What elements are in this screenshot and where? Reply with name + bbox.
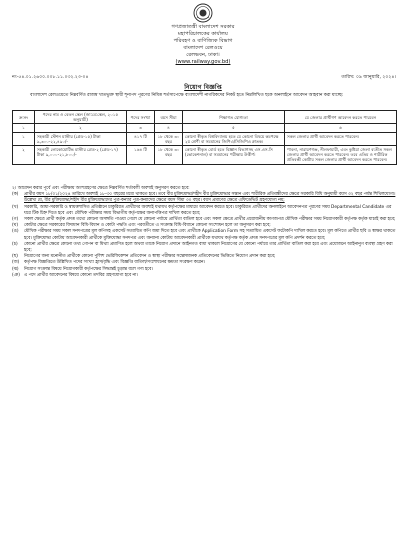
cell-serial: ২ — [13, 146, 35, 165]
condition-item — [12, 273, 396, 279]
cell-post: সহকারী লোকোমোটিভ মাস্টার গ্রেড-২ (গ্রেড-১৭) টাকা ৯,০০০-২১,৮০০/- — [35, 146, 127, 165]
notice-title: নিয়োগ বিজ্ঞপ্তি — [184, 84, 222, 91]
table-header: বয়স সীমা — [155, 111, 183, 124]
condition-text: সরকারি, আধা-সরকারি ও স্বায়ত্তশাসিত প্রতিষ্ঠানে চাকুরিরত প্রার্থীদের অবশ্যই যথাযথ কর্তৃপক্ষের মাধ্যমে আবেদন করতে হবে। চাকুরিরত প্রার্থীদের অনলাইনে আবেদনপত্র পূরণের সময় Departmental Candidate এর ঘরে টিক চিহ্ন দিতে হবে এবং মৌখিক পরীক্ষার সময় বিভাগীয় কর্তৃপক্ষের অনাপত্তিপত্র দাখিল করতে হবে; — [24, 204, 392, 216]
condition-marker: (ক) — [12, 192, 19, 198]
condition-item — [12, 205, 396, 217]
cell-count: ৪১৭ টি — [127, 132, 155, 145]
condition-marker: (খ) — [12, 204, 19, 210]
intro-paragraph: বাংলাদেশ রেলওয়েতে নিম্নবর্ণিত রাজস্ব খাতভুক্ত স্থায়ী শূন্যপদ পূরণের নিমিত্ত শর্তসাপেক্ষে বাংলাদেশী নাগরিকদের নিকট হতে নিম্নলিখিত ছকে অনলাইনে আবেদন আহবান করা যাচ্ছে: — [30, 93, 344, 98]
header-organization: বাংলাদেশ রেলওয়ে — [183, 45, 223, 51]
condition-item — [12, 242, 396, 254]
header-office: মহাপরিচালকের কার্যালয় — [178, 31, 228, 37]
table-header: যে জেলার প্রার্থীগণ আবেদন করতে পারবেন — [285, 111, 397, 124]
table-header-row — [13, 111, 397, 124]
vacancy-table — [12, 110, 397, 165]
memo-date: তারিখ: ০৯ জানুয়ারি, ২০২৪। — [341, 75, 396, 80]
condition-marker: (চ) — [12, 241, 18, 247]
cell-district: সকল জেলার প্রার্থী আবেদন করতে পারবেন। — [285, 132, 397, 145]
conditions-intro: ২। আবেদন করার পূর্বে এবং পরীক্ষায় অংশগ্রহণের ক্ষেত্রে নিম্নবর্ণিত শর্তাবলী অবশ্যই অনুসরণ করতে হবে: — [12, 186, 190, 191]
column-number: ১ — [13, 124, 35, 132]
column-number: ৫ — [183, 124, 285, 132]
condition-text: এ পদে প্রার্থীর আবেদনের বিষয়ে কোনো তদবির গ্রহণযোগ্য হবে না। — [24, 272, 138, 278]
header-address: রেলভবন, ঢাকা। — [186, 52, 220, 58]
condition-text: নিয়োগ সংক্রান্ত বিষয়ে নিয়োগকারী কর্তৃপক্ষের সিদ্ধান্তই চূড়ান্ত বলে গণ্য হবে। — [24, 266, 153, 272]
header-department: পরিবহণ ও বাণিজ্যিক বিভাগ — [173, 38, 233, 44]
header-website-link[interactable]: (www.railway.gov.bd) — [175, 59, 231, 65]
condition-text: কোনো প্রার্থীর ক্ষেত্রে কোনো তথ্য গোপন বা মিথ্যা প্রমাণিত হলে অথবা তাকে নিয়োগ প্রদানে আইনগত বাধা থাকলে নিয়োগের যে কোনো পর্যায়ে তার প্রার্থিতা বাতিল করা হবে এবং প্রয়োজনে আইনানুগ ব্যবস্থা গ্রহণ করা হবে; — [24, 241, 393, 254]
cell-district: পাবনা, নারায়ণগঞ্জ, নীলফামারী, এবং কুষ্টিয়া জেলা ব্যতীত সকল জেলার প্রার্থী আবেদন করতে পারবেন। তবে এতিম ও শারীরিক প্রতিবন্ধী কোটায় সকল জেলার প্রার্থী আবেদন করতে পারবেন। — [285, 146, 397, 165]
condition-text: কর্তৃপক্ষ বিজ্ঞপ্তিতে উল্লিখিত পদের সংখ্যা হ্রাস/বৃদ্ধি এবং বিজ্ঞপ্তি বাতিল/সংশোধনের ক্ষমতা সংরক্ষণ করেন। — [24, 260, 206, 266]
column-number: ৩ — [127, 124, 155, 132]
condition-text: কোটার ক্ষেত্রে সরকারের বিদ্যমান বিধি-বিধান ও কোটা পদ্ধতি এবং পরবর্তীতে এ সংক্রান্ত বিধি-বিধানে কোনো সংশোধন হলে তা অনুসরণ করা হবে; — [24, 223, 271, 229]
table-header: পদের নাম ও বেতন স্কেল (জা:বে:স্কেল, ২০১৫ অনুযায়ী) — [35, 111, 127, 124]
condition-item — [12, 229, 396, 241]
table-header: ক্র:নং — [13, 111, 35, 124]
condition-text: প্রার্থীর বয়স ১৮/০১/২০২৪ তারিখে অবশ্যই ১৮-৩০ বছরের মধ্যে থাকতে হবে। তবে বীর মুক্তিযোদ্ধা/শহীদ বীর মুক্তিযোদ্ধার সন্তান এবং শারীরিক প্রতিবন্ধীদের ক্ষেত্রে সরকারি বিধি অনুযায়ী বয়স ৩২ বছর পর্যন্ত শিথিলযোগ্য। উল্লেখ্য যে, বীর মুক্তিযোদ্ধা/শহীদ বীর মুক্তিযোদ্ধাদের পুত্র-কন্যার পুত্র-কন্যাদের ক্ষেত্রে বয়স সীমা ৩০ বছর। বয়স প্রমাণের ক্ষেত্রে এফিডেভিট গ্রহণযোগ্য নয়; — [24, 192, 396, 204]
cell-age: ১৮ থেকে ৩০ বছর — [155, 146, 183, 165]
cell-serial: ১ — [13, 132, 35, 145]
column-number: ২ — [35, 124, 127, 132]
condition-marker: (গ) — [12, 217, 19, 223]
condition-text: নিয়োগের জন্য মনোনীত প্রার্থীকে কোনো পুলিশ ভেরিফিকেশন প্রতিবেদন ও স্বাস্থ্য পরীক্ষার সন্তোষজনক প্রতিবেদনের ভিত্তিতে নিয়োগ প্রদান করা হবে; — [24, 254, 276, 260]
cell-age: ১৮ থেকে ৩০ বছর — [155, 132, 183, 145]
condition-marker: (জ) — [12, 260, 20, 266]
table-row — [13, 146, 397, 165]
condition-marker: (ঞ) — [12, 272, 20, 278]
table-number-row — [13, 124, 397, 132]
cell-education: কোনো স্বীকৃত বোর্ড হতে বিজ্ঞান বিভাগসহ এস.এস.সি (ভোকেশনাল) বা সমমানের পরীক্ষায় উত্তীর্ণ। — [183, 146, 285, 165]
condition-item — [12, 192, 396, 204]
condition-marker: (ঘ) — [12, 223, 19, 229]
condition-marker: (ঙ) — [12, 229, 19, 235]
cell-count: ১৬৪ টি — [127, 146, 155, 165]
cell-post: সহকারী স্টেশন মাস্টার (গ্রেড-১৫) টাকা ৯,৩০০-২২,৪৯০/- — [35, 132, 127, 145]
table-row — [13, 132, 397, 145]
table-header: শিক্ষাগত যোগ্যতা — [183, 111, 285, 124]
condition-text: মৌখিক পরীক্ষার সময় সকল সনদপত্রের মূল কপিসহ একসেট সত্যায়িত কপি জমা দিতে হবে এবং প্রার্থীকে Application Form সহ সত্যায়িত একসেট ফটোকপি দাখিল করতে হবে। মূল কপিতে প্রার্থীর ছবি ও স্বাক্ষর থাকতে হবে। মুক্তিযোদ্ধা কোটায় আবেদনকারী প্রার্থীকে মুক্তিযোদ্ধা সনদপত্র এবং অন্যান্য কোটায় আবেদনকারী প্রার্থীকে যথাযথ কর্তৃপক্ষ কর্তৃক প্রদত্ত সনদপত্রের মূল কপি প্রদর্শন করতে হবে; — [24, 229, 396, 241]
header-government: গণপ্রজাতন্ত্রী বাংলাদেশ সরকার — [171, 24, 235, 30]
column-number: ৪ — [155, 124, 183, 132]
conditions-section — [12, 186, 396, 279]
condition-marker: (ছ) — [12, 254, 18, 260]
condition-marker: (ঝ) — [12, 266, 19, 272]
column-number: ৬ — [285, 124, 397, 132]
table-header: পদের সংখ্যা — [127, 111, 155, 124]
cell-education: কোনো স্বীকৃত বিশ্ববিদ্যালয় হতে যে কোনো বিষয়ে কমপক্ষে ২য় শ্রেণী বা সমমানের জিপিএ/সিজিপিএ স্নাতক। — [183, 132, 285, 145]
government-emblem-icon — [193, 3, 213, 23]
memo-number: নং-৫৪.০১.২৬০০.০০৮.১১.০৩২.২৩-০৪ — [12, 75, 89, 80]
condition-text: সকল ক্ষেত্রে প্রার্থী কর্তৃক প্রদত্ত তথ্যে কোনো অসঙ্গতি পাওয়া গেলে যে কোনো পর্যায়ে প্রার্থিতা বাতিল হবে এবং সকল ক্ষেত্রে প্রার্থীর প্রয়োজনীয় কাগজপত্র মৌখিক পরীক্ষার সময় নিয়োগকারী কর্তৃপক্ষ কর্তৃক যাচাই করা হবে; — [24, 217, 396, 223]
